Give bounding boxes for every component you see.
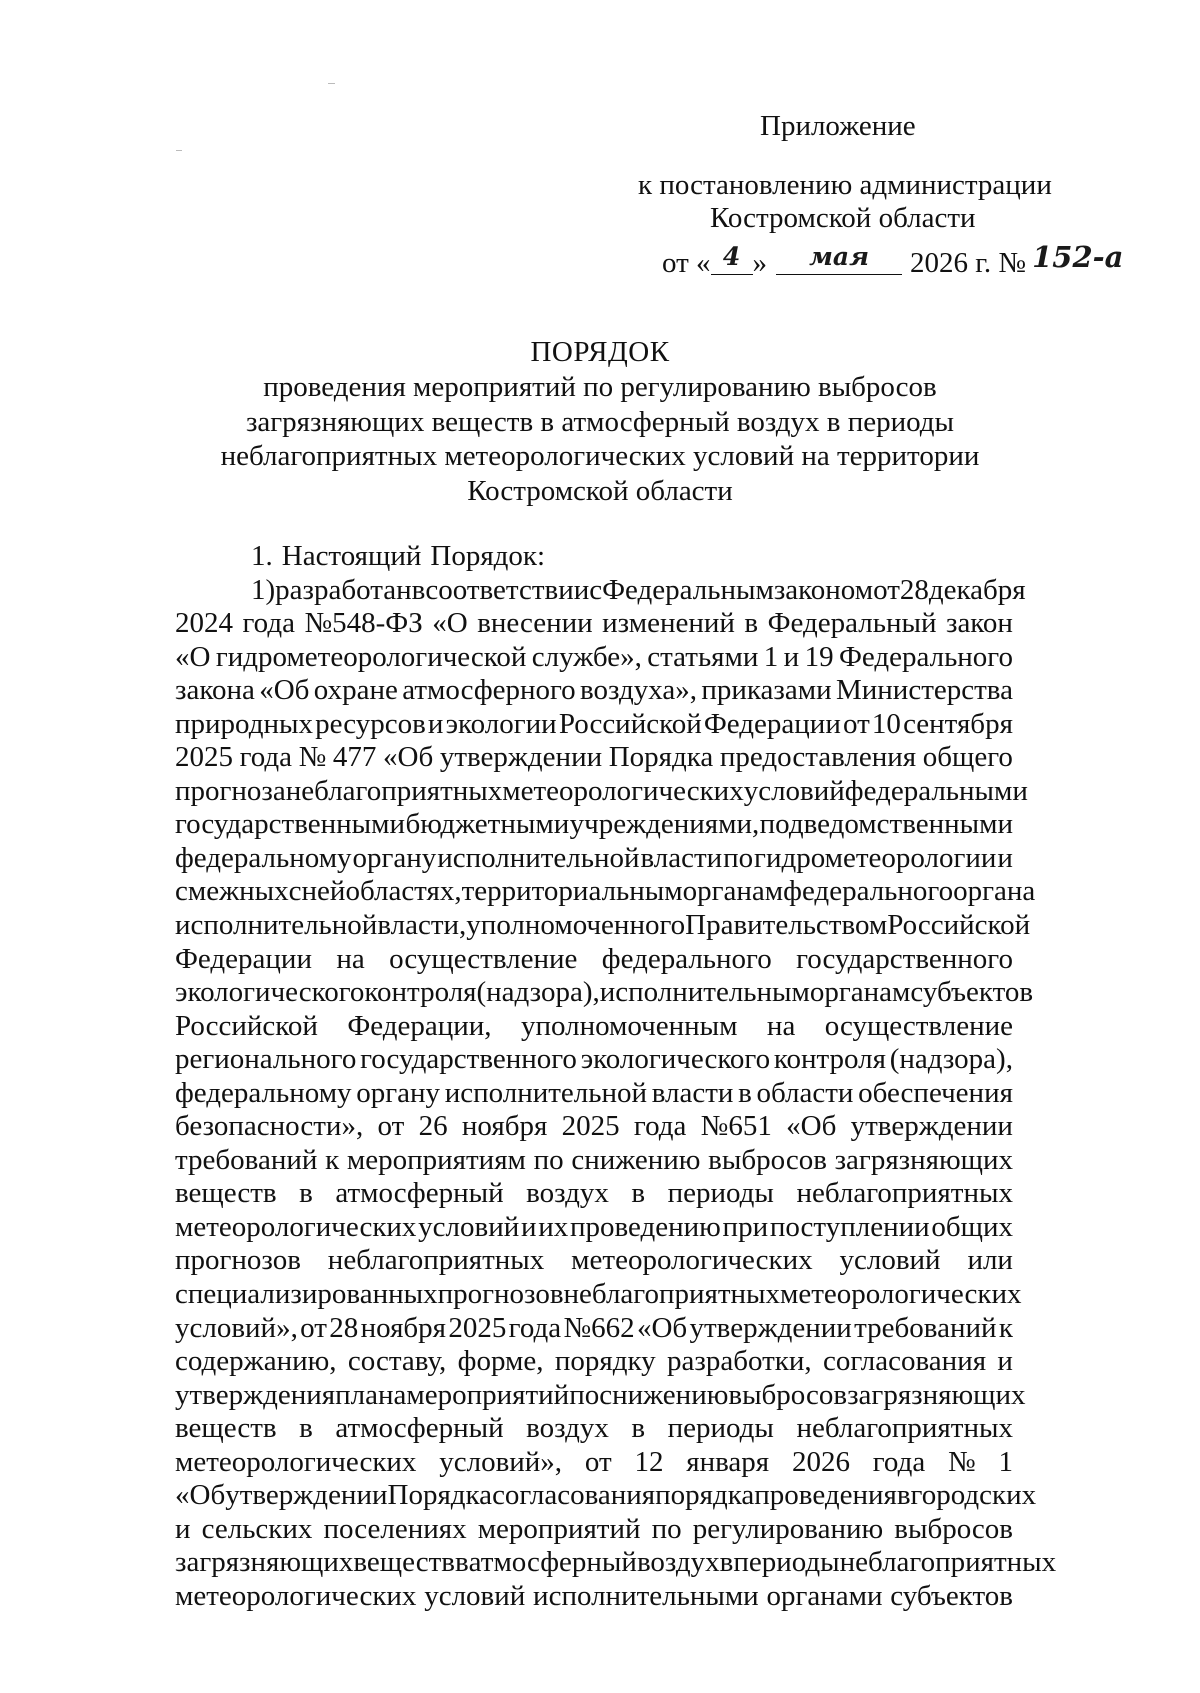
- word: Федерации,: [347, 1009, 492, 1042]
- word: метеорологических: [502, 774, 744, 807]
- word: предоставления: [719, 741, 917, 774]
- word: регулированию: [692, 1512, 884, 1545]
- word: и: [997, 1345, 1013, 1378]
- word: статьями: [647, 640, 759, 673]
- word: власти: [651, 1076, 734, 1109]
- word: по: [533, 1143, 564, 1176]
- word: охране: [313, 674, 398, 707]
- word: сентября: [903, 707, 1013, 740]
- body-line: [175, 1077, 1013, 1111]
- month-field: [776, 244, 902, 275]
- word: общего: [922, 741, 1013, 774]
- word: 477: [332, 741, 377, 774]
- word: метеорологических: [175, 1210, 417, 1243]
- number-field: [1032, 240, 1128, 274]
- word: условий: [424, 1579, 526, 1612]
- word: и: [175, 1512, 191, 1545]
- word: метеорологических: [175, 1579, 417, 1612]
- word: веществ: [353, 1546, 455, 1579]
- body-line: [175, 540, 1013, 574]
- title-line: неблагоприятных метеорологических условий на территории: [220, 440, 980, 472]
- word: воздух: [526, 1412, 609, 1445]
- word: декабря: [928, 573, 1026, 606]
- body-line: [175, 1144, 1013, 1178]
- word: в: [719, 1546, 734, 1579]
- body-line: [175, 943, 1013, 977]
- word: соответствии: [425, 573, 590, 606]
- word: требований: [175, 1143, 318, 1176]
- body-line: [175, 741, 1013, 775]
- word: метеорологических: [571, 1244, 813, 1277]
- word: Федерации: [703, 707, 841, 740]
- body-line: [175, 641, 1013, 675]
- word: 1): [251, 573, 276, 606]
- body-line: [175, 1010, 1013, 1044]
- word: общих: [931, 1210, 1013, 1243]
- word: по: [569, 1378, 600, 1411]
- body-line: [175, 1412, 1013, 1446]
- word: проведения: [754, 1479, 897, 1512]
- word: «Об: [383, 741, 434, 774]
- word: снижению: [571, 1143, 701, 1176]
- word: Министерства: [835, 674, 1013, 707]
- handwritten-month: мая: [809, 242, 869, 271]
- word: исполнительной: [444, 1076, 648, 1109]
- word: атмосферный: [335, 1412, 504, 1445]
- word: экологии: [445, 707, 557, 740]
- handwritten-day: 4: [722, 242, 741, 271]
- word: приказами: [701, 674, 832, 707]
- word: составу,: [347, 1345, 447, 1378]
- word: 28: [329, 1311, 359, 1344]
- word: Российской: [558, 707, 702, 740]
- word: на: [336, 942, 365, 975]
- word: 2024: [175, 607, 233, 640]
- word: службе»,: [531, 640, 642, 673]
- word: исполнительными: [533, 1579, 759, 1612]
- body-line: [175, 1278, 1022, 1312]
- word: смежных: [175, 875, 289, 908]
- word: ноября: [360, 1311, 447, 1344]
- word: по: [651, 1512, 682, 1545]
- word: ноября: [461, 1110, 548, 1143]
- word: областях,: [345, 875, 462, 908]
- word: федерального: [601, 942, 772, 975]
- word: утверждении: [850, 1110, 1013, 1143]
- word: исполнительной: [175, 909, 378, 942]
- word: закон: [945, 607, 1013, 640]
- word: территориальным: [461, 875, 683, 908]
- title-line: Костромской области: [467, 474, 733, 507]
- word: №651: [700, 1110, 772, 1143]
- word: учреждениями,: [569, 808, 760, 841]
- word: к: [325, 1143, 340, 1176]
- word: с: [288, 875, 302, 908]
- word: осуществление: [824, 1009, 1013, 1042]
- word: их: [538, 1210, 569, 1243]
- body-line: [175, 1312, 1013, 1346]
- word: Федеральным: [602, 573, 774, 606]
- word: 2025: [561, 1110, 620, 1143]
- word: в: [744, 607, 759, 640]
- document-heading: ПОРЯДОК: [530, 336, 670, 368]
- word: специализированных: [175, 1278, 438, 1311]
- body-line: [175, 875, 1036, 909]
- word: власти,: [377, 909, 467, 942]
- title-line: проведения мероприятий по регулированию выбросов: [263, 371, 937, 403]
- word: и: [997, 841, 1013, 874]
- word: ресурсов: [315, 707, 426, 740]
- word: (надзора),: [889, 1043, 1013, 1076]
- title-line: загрязняющих веществ в атмосферный воздух в периоды: [245, 405, 955, 438]
- word: согласования: [492, 1479, 656, 1512]
- word: №: [298, 741, 327, 774]
- body-line: [175, 1446, 1013, 1480]
- word: органу: [352, 841, 437, 874]
- word: изменений: [602, 607, 735, 640]
- word: разработки,: [667, 1345, 812, 1378]
- word: метеорологических: [175, 1445, 417, 1478]
- word: «О: [175, 640, 211, 673]
- word: мероприятиям: [346, 1143, 526, 1176]
- word: в: [411, 573, 426, 606]
- word: «Об: [175, 1479, 226, 1512]
- word: к: [998, 1311, 1013, 1344]
- word: и: [520, 1210, 537, 1243]
- word: порядку: [554, 1345, 656, 1378]
- word: неблагоприятных: [796, 1412, 1013, 1445]
- body-line: [175, 1378, 1026, 1413]
- word: уполномоченного: [466, 909, 686, 942]
- appendix-label: Приложение: [760, 110, 916, 142]
- word: утверждении: [225, 1479, 388, 1512]
- word: периоды: [733, 1546, 840, 1579]
- word: выбросов: [708, 1143, 827, 1176]
- word: государственного: [796, 942, 1013, 975]
- word: разработан: [275, 573, 412, 606]
- word: утверждении: [689, 1311, 852, 1344]
- word: 1: [763, 640, 779, 673]
- word: исполнительной: [437, 841, 640, 874]
- word: исполнительным: [599, 976, 810, 1009]
- word: Федерации: [175, 942, 312, 975]
- word: уполномоченным: [520, 1009, 738, 1042]
- word: 12: [634, 1445, 664, 1478]
- word: (надзора),: [476, 976, 600, 1009]
- word: гидрометеорологии: [754, 841, 997, 874]
- body-line: [175, 1244, 1013, 1278]
- word: января: [686, 1445, 770, 1478]
- word: подведомственными: [759, 808, 1013, 841]
- word: прогнозов: [437, 1278, 564, 1311]
- body-line: [175, 774, 1028, 809]
- word: периоды: [667, 1177, 774, 1210]
- word: от: [842, 707, 870, 740]
- word: гидрометеорологической: [215, 640, 527, 673]
- body-line: [175, 1110, 1013, 1144]
- body-line: [175, 909, 1031, 943]
- word: субъектов: [890, 1579, 1013, 1612]
- word: органам: [682, 875, 784, 908]
- word: неблагоприятных: [796, 1177, 1013, 1210]
- word: с: [589, 573, 603, 606]
- word: периоды: [667, 1412, 774, 1445]
- word: от: [584, 1445, 612, 1478]
- region-name: Костромской области: [710, 202, 976, 234]
- word: безопасности»,: [175, 1110, 364, 1143]
- word: года: [508, 1311, 562, 1344]
- word: 1.: [251, 540, 273, 572]
- word: неблагоприятных: [839, 1546, 1057, 1579]
- word: Порядок:: [430, 540, 546, 572]
- title-block: [160, 334, 1040, 508]
- word: Российской: [175, 1009, 318, 1042]
- word: неблагоприятных: [285, 774, 503, 807]
- word: содержанию,: [175, 1345, 337, 1378]
- word: бюджетными: [405, 808, 570, 841]
- word: федеральному: [175, 1076, 352, 1109]
- word: воздуха»,: [580, 674, 697, 707]
- word: контроля: [773, 1043, 886, 1076]
- word: ней: [301, 875, 346, 908]
- word: экологического: [175, 976, 365, 1009]
- word: мероприятий: [477, 1512, 641, 1545]
- word: загрязняющих: [847, 1378, 1026, 1411]
- word: власти: [640, 841, 723, 874]
- body-line: [175, 674, 1013, 708]
- word: условий: [418, 1210, 520, 1243]
- body-line: [175, 708, 1013, 742]
- body-line: [175, 976, 1034, 1010]
- word: в: [631, 1177, 646, 1210]
- word: неблагоприятных: [327, 1244, 545, 1277]
- word: года: [239, 741, 293, 774]
- word: 26: [418, 1110, 448, 1143]
- date-close-quote: »: [752, 247, 768, 279]
- word: Федеральный: [767, 607, 937, 640]
- word: загрязняющих: [175, 1546, 354, 1579]
- scan-mark-top: [328, 83, 335, 84]
- word: в: [454, 1546, 469, 1579]
- word: 2025: [448, 1311, 507, 1344]
- word: городских: [910, 1479, 1037, 1512]
- word: №: [948, 1445, 976, 1478]
- day-field: [711, 244, 753, 275]
- word: загрязняющих: [834, 1143, 1013, 1176]
- body-line: [175, 1479, 1037, 1513]
- resolution-reference: к постановлению администрации: [638, 169, 1052, 201]
- word: проведению: [569, 1210, 721, 1243]
- body-line: [175, 607, 1013, 641]
- word: условий»,: [175, 1311, 298, 1344]
- word: неблагоприятных: [563, 1278, 781, 1311]
- word: в: [299, 1412, 313, 1445]
- word: и: [427, 707, 444, 740]
- word: условий: [743, 774, 845, 807]
- year-and-number-sign: 2026 г. №: [910, 247, 1027, 279]
- word: сельских: [201, 1512, 313, 1545]
- word: метеорологических: [780, 1278, 1022, 1311]
- word: субъектов: [910, 976, 1034, 1009]
- body-line: [175, 1345, 1013, 1379]
- word: снижению: [599, 1378, 729, 1411]
- word: обеспечения: [858, 1076, 1013, 1109]
- word: №662: [563, 1311, 635, 1344]
- word: органами: [766, 1579, 883, 1612]
- word: «Об: [786, 1110, 837, 1143]
- word: 2025: [175, 741, 233, 774]
- word: федеральному: [175, 841, 352, 874]
- word: государственного: [360, 1043, 577, 1076]
- word: 2026: [791, 1445, 850, 1478]
- word: атмосферный: [468, 1546, 637, 1579]
- word: органу: [356, 1076, 441, 1109]
- word: законом: [773, 573, 874, 606]
- word: прогнозов: [175, 1244, 301, 1277]
- word: атмосферного: [402, 674, 576, 707]
- word: в: [631, 1412, 646, 1445]
- word: в: [896, 1479, 911, 1512]
- word: поселениях: [323, 1512, 467, 1545]
- word: на: [766, 1009, 796, 1042]
- word: при: [722, 1210, 769, 1243]
- word: плана: [335, 1378, 407, 1411]
- word: от: [873, 573, 900, 606]
- word: регионального: [175, 1043, 357, 1076]
- word: условий: [839, 1244, 941, 1277]
- word: контроля: [364, 976, 477, 1009]
- word: согласования: [822, 1345, 987, 1378]
- word: «Об: [636, 1311, 688, 1344]
- body-line: [175, 1580, 1013, 1614]
- word: природных: [175, 707, 313, 740]
- word: форме,: [457, 1345, 544, 1378]
- scan-mark-left: [176, 150, 182, 151]
- word: экологического: [580, 1043, 771, 1076]
- word: 1: [998, 1445, 1013, 1478]
- word: органа: [953, 875, 1036, 908]
- resolution-date-line: [662, 240, 1128, 282]
- word: федеральными: [844, 774, 1028, 807]
- word: порядка: [655, 1479, 755, 1512]
- word: прогноза: [175, 774, 286, 807]
- word: воздух: [636, 1546, 720, 1579]
- word: поступлении: [769, 1210, 930, 1243]
- word: атмосферный: [335, 1177, 504, 1210]
- word: федерального: [783, 875, 954, 908]
- date-prefix: от «: [662, 247, 711, 279]
- word: Порядка: [387, 1479, 493, 1512]
- word: веществ: [175, 1412, 277, 1445]
- word: органам: [809, 976, 911, 1009]
- word: или: [967, 1244, 1013, 1277]
- body-line: [175, 842, 1013, 876]
- word: выбросов: [894, 1512, 1013, 1545]
- word: №548-ФЗ: [304, 607, 423, 640]
- word: и: [783, 640, 800, 673]
- word: области: [756, 1076, 854, 1109]
- body-line: [175, 1513, 1013, 1547]
- word: требований: [854, 1311, 997, 1344]
- word: государственными: [175, 808, 406, 841]
- word: в: [299, 1177, 313, 1210]
- word: по: [723, 841, 754, 874]
- word: в: [738, 1076, 752, 1109]
- word: закона: [175, 674, 255, 707]
- body-line: [175, 1546, 1057, 1580]
- body-line: [175, 573, 1026, 608]
- word: утверждении: [439, 741, 603, 774]
- word: 19: [804, 640, 834, 673]
- word: от: [300, 1311, 327, 1344]
- word: Порядка: [608, 741, 714, 774]
- word: от: [377, 1110, 405, 1143]
- word: года: [633, 1110, 687, 1143]
- word: выбросов: [728, 1378, 848, 1411]
- word: Российской: [887, 909, 1031, 942]
- body-line: [175, 1211, 1013, 1245]
- body-line: [175, 808, 1013, 842]
- body-line: [175, 1043, 1013, 1077]
- word: 10: [871, 707, 901, 740]
- word: 28: [899, 573, 929, 606]
- handwritten-number: 152-а: [1032, 240, 1124, 274]
- word: Настоящий: [281, 540, 422, 572]
- word: мероприятий: [406, 1378, 570, 1411]
- word: года: [872, 1445, 926, 1478]
- body-line: [175, 1177, 1013, 1211]
- word: Федерального: [838, 640, 1013, 673]
- word: «О: [432, 607, 468, 640]
- word: осуществление: [389, 942, 578, 975]
- word: утверждения: [175, 1378, 336, 1411]
- word: условий»,: [439, 1445, 563, 1478]
- body-text: [175, 540, 1057, 1614]
- word: веществ: [175, 1177, 277, 1210]
- word: Правительством: [685, 909, 888, 942]
- word: года: [242, 607, 295, 640]
- word: «Об: [259, 674, 310, 707]
- word: внесении: [477, 607, 593, 640]
- word: воздух: [526, 1177, 609, 1210]
